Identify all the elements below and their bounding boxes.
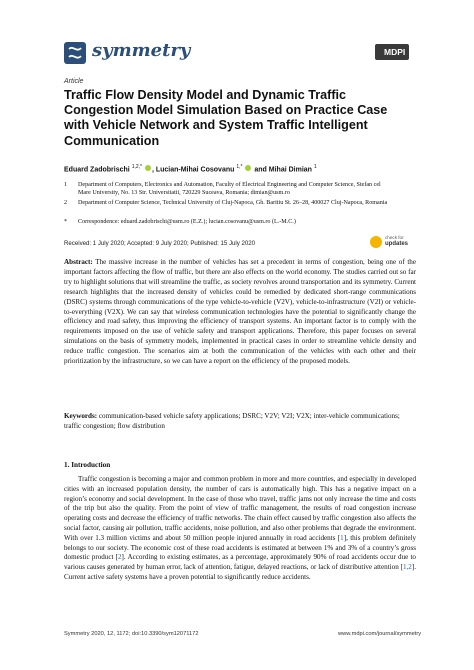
body-paragraph [64,475,416,583]
affiliation-number: 1 [64,182,68,188]
article-type: Article [64,78,84,85]
correspondence-text: Correspondence: eduard.zadobrischi@usm.ro (E.Z.); lucian.cosovanu@usm.ro (L.-M.C.) [78,219,296,225]
journal-logo-icon [64,42,86,64]
author-list [64,163,424,174]
paragraph-text: ], this problem definitely belongs to our society. The economic cost of these road accidents is estimated at between 1% and 3% of a country’s gross domestic product [ [64,533,417,562]
check-updates-icon [370,236,382,248]
article-title: Traffic Flow Density Model and Dynamic Traffic Congestion Model Simulation Based on Practice Case with Vehicle Network and System Traffic Intelligent Communication [64,88,388,148]
affiliation-number: 2 [64,200,68,206]
check-updates-label: updates [385,241,409,247]
orcid-icon[interactable] [245,165,251,171]
author-name[interactable]: Lucian-Mihai Cosovanu [155,166,235,174]
journal-name: symmetry [92,40,191,61]
author-separator: , [151,166,156,174]
keywords-text: communication-based vehicle safety applications; DSRC; V2V; V2I; V2X; inter-vehicle communications; traffic congestion; flow distribution [64,412,400,430]
affiliation-text: Department of Computers, Electronics and Automation, Faculty of Electrical Engineering and Computer Science, Stefan cel Mare University, No. 13 Str. Universitatii, 720229 Suceava, Romania; dimian@usm.ro [78,182,381,196]
publication-dates: Received: 1 July 2020; Accepted: 9 July 2020; Published: 15 July 2020 [64,240,256,247]
affiliation-text: Department of Computer Science, Technical University of Cluj-Napoca, Gh. Baritiu St. 26–28, 400027 Cluj-Napoca, Romania [78,200,388,206]
author-affiliation-sup: 1 [313,164,317,170]
paragraph-text: ]. According to existing estimates, as a percentage, approximately 90% of road accidents occur due to various causes generated by human error, lack of attention, fatigue, delayed reactions, or lack of distributive attention [ [64,553,416,572]
abstract-text: The massive increase in the number of vehicles has set a precedent in terms of congestion, being one of the important factors affecting the flow of traffic, but there are also effects on the world economy. The studies carried out so far try to highlight solutions that will streamline the traffic, as society revolves around transportation and its symmetry. Current research highlights that the increased density of vehicles could be remedied by dedicated short-range communications (DSRC) systems through communications of the type vehicle-to-vehicle (V2V), vehicle-to-infrastructure (V2I) or vehicle-to-everything (V2X). We can say that wireless communication technologies have the potential to significantly change the efficiency and road safety, thus improving the efficiency of transport systems. An important factor is to comply with the requirements imposed on the use of vehicle safety and transport applications. Therefore, this paper focuses on several simulations on the basis of symmetry models, implemented in practical cases in order to streamline vehicle density and reduce traffic congestion. The scenarios aim at both the communication of the vehicles with each other and their prioritization by the infrastructure, so we can have a report on the efficiency of the proposed models. [64,258,416,366]
author-separator: and [252,166,269,174]
check-updates-label: check for [385,235,404,240]
footer-citation: Symmetry 2020, 12, 1172; doi:10.3390/sym12071172 [64,631,199,637]
citation-link[interactable]: 1,2 [402,563,412,572]
author-name[interactable]: Eduard Zadobrischi [64,166,130,174]
author-affiliation-sup: 1,* [236,164,243,170]
section-heading: 1. Introduction [64,461,111,469]
abstract [64,258,416,367]
author-affiliation-sup: 1,2,* [131,164,142,170]
check-for-updates-button[interactable] [370,235,416,251]
author-name[interactable]: Mihai Dimian [268,166,312,174]
citation-link[interactable]: 2 [118,553,122,562]
orcid-icon[interactable] [145,165,151,171]
keywords-label: Keywords: [64,412,98,420]
paragraph-text: ]. Current active safety systems have a proven potential to significantly reduce accidents. [64,563,416,581]
affiliation-number: * [64,219,68,225]
keywords [64,412,416,432]
citation-link[interactable]: 1 [340,533,344,542]
paragraph-text: Traffic congestion is becoming a major and common problem in more and more countries, and especially in developed cities with an increased population density, the number of cars is automatically high. This has a negative impact on a region’s economy and social development. In the case of those who travel, traffic jams not only increase the time and costs of the trip but also the quality. From the point of view of traffic management, the results of road congestion increase operating costs and decrease the efficiency of traffic networks. The chain effect caused by traffic congestion also affects the social factor, causing air pollution, traffic accidents, noise pollution, and also other problems that degrade the environment. With over 1.3 million victims and about 50 million people injured annually in road accidents [ [64,475,416,542]
abstract-label: Abstract: [64,258,93,266]
footer-journal-url[interactable]: www.mdpi.com/journal/symmetry [338,631,422,637]
publisher-name: MDPI [384,47,406,57]
